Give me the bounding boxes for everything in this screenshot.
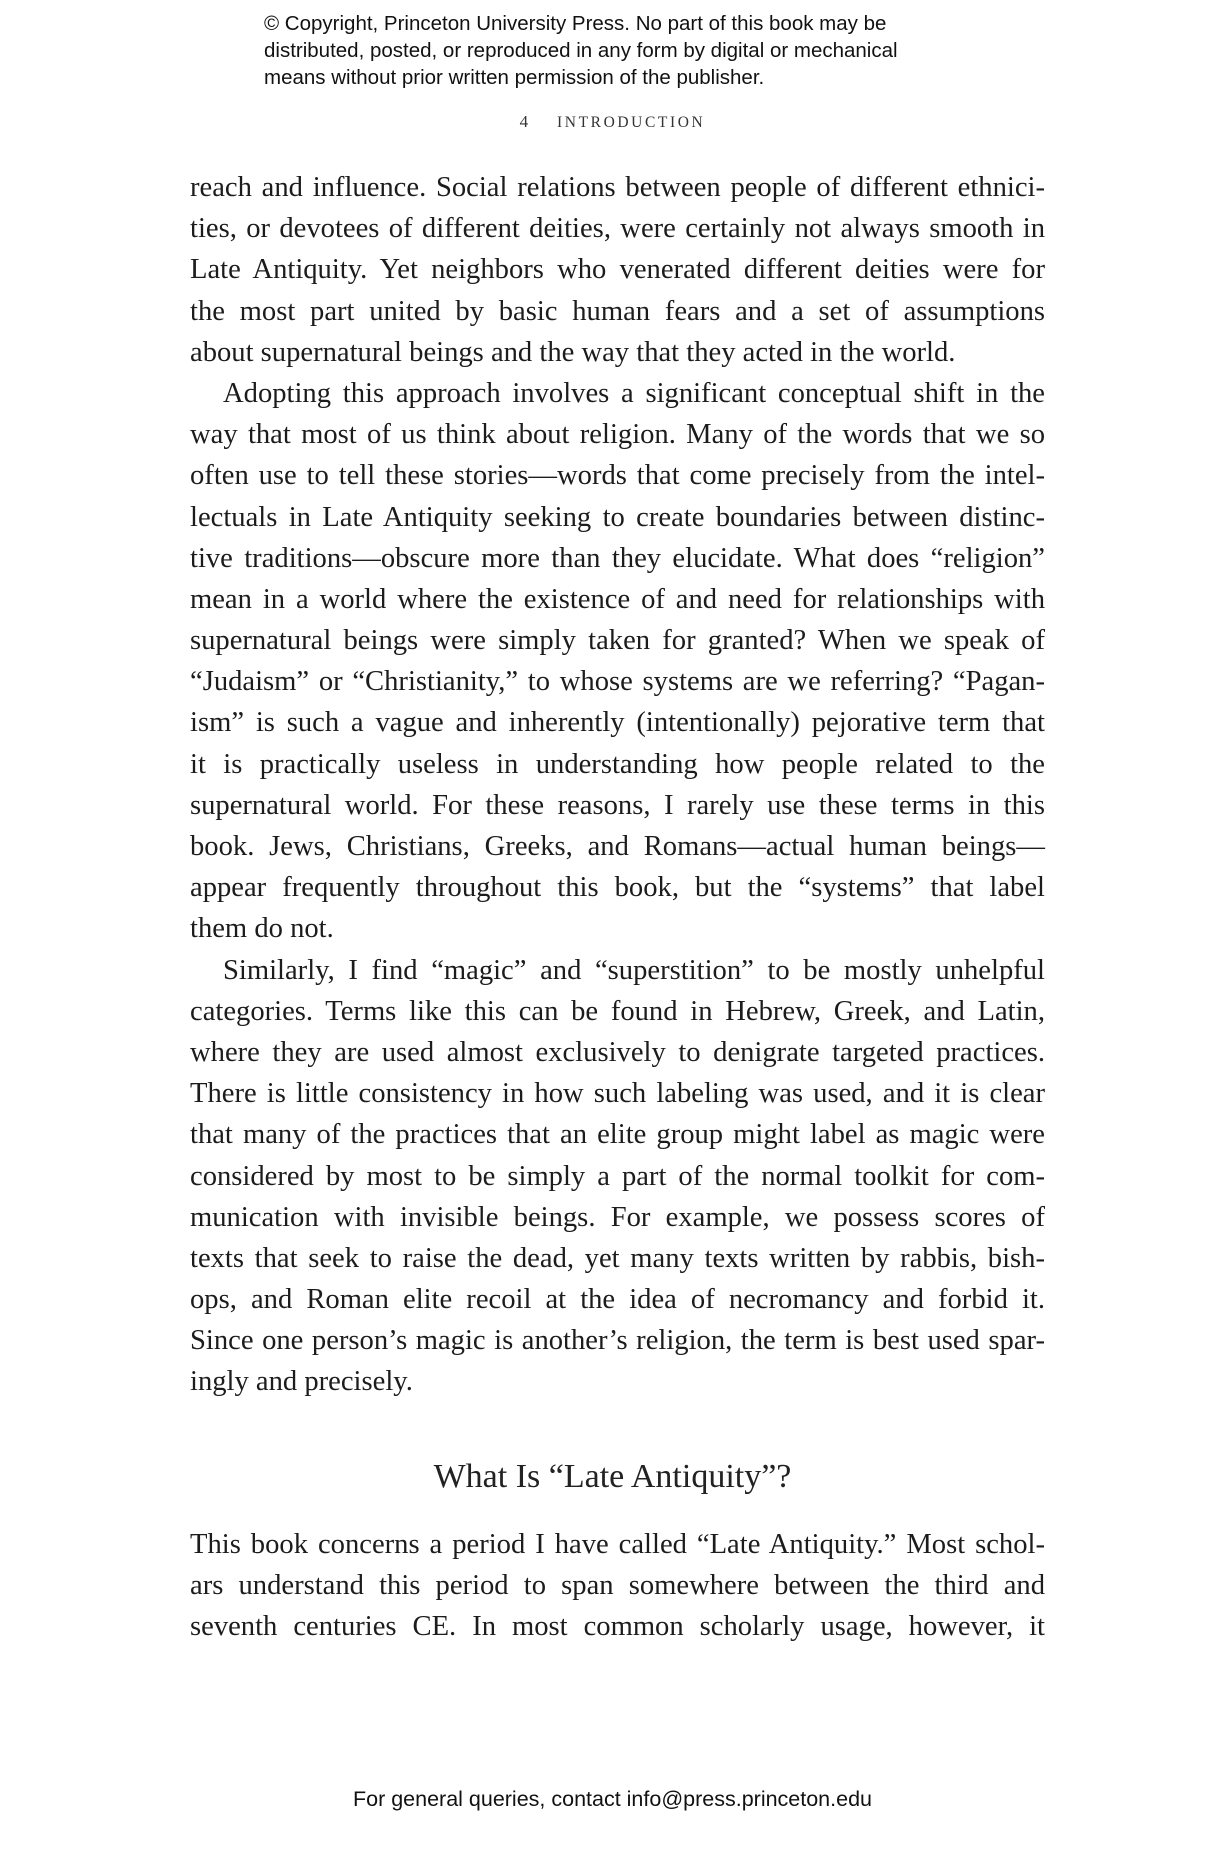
text-line: appear frequently throughout this book, but the “systems” that label (190, 872, 1045, 904)
footer-contact: For general queries, contact info@press.princeton.edu (352, 1787, 872, 1811)
text-line: texts that seek to raise the dead, yet many texts written by rabbis, bish- (190, 1242, 1045, 1274)
body-text (190, 167, 1045, 1403)
text-line: “Judaism” or “Christianity,” to whose systems are we referring? “Pagan- (190, 666, 1045, 698)
text-line: Adopting this approach involves a significant conceptual shift in the (223, 377, 1045, 409)
text-line: Similarly, I find “magic” and “superstition” to be mostly unhelpful (223, 954, 1045, 986)
text-line: ism” is such a vague and inherently (intentionally) pejorative term that (190, 707, 1045, 739)
text-line: that many of the practices that an elite group might label as magic were (190, 1119, 1045, 1151)
text-line: it is practically useless in understanding how people related to the (190, 748, 1045, 780)
text-line: mean in a world where the existence of and need for relationships with (190, 583, 1045, 615)
text-line: considered by most to be simply a part of the normal toolkit for com- (190, 1160, 1045, 1192)
text-line: the most part united by basic human fears and a set of assumptions (190, 295, 1045, 327)
paragraph (190, 373, 1045, 950)
text-line: categories. Terms like this can be found in Hebrew, Greek, and Latin, (190, 995, 1045, 1027)
text-line: ops, and Roman elite recoil at the idea of necromancy and forbid it. (190, 1284, 1045, 1316)
text-line: There is little consistency in how such labeling was used, and it is clear (190, 1078, 1045, 1110)
text-line: ties, or devotees of different deities, were certainly not always smooth in (190, 213, 1045, 245)
text-line: lectuals in Late Antiquity seeking to create boundaries between distinc- (190, 501, 1045, 533)
running-head (0, 112, 1225, 132)
text-line: book. Jews, Christians, Greeks, and Romans—actual human beings— (190, 831, 1045, 862)
text-line: about supernatural beings and the way that they acted in the world. (190, 336, 956, 368)
section-paragraph (190, 1524, 1045, 1648)
text-line: Late Antiquity. Yet neighbors who venerated different deities were for (190, 254, 1045, 286)
text-line: way that most of us think about religion. Many of the words that we so (190, 419, 1045, 451)
text-line: supernatural world. For these reasons, I rarely use these terms in this (190, 789, 1045, 821)
copyright-notice (264, 10, 1024, 91)
text-line: often use to tell these stories—words that come precisely from the intel- (190, 460, 1045, 492)
text-line: Since one person’s magic is another’s religion, the term is best used spar- (190, 1325, 1045, 1357)
paragraph (190, 950, 1045, 1403)
text-line: munication with invisible beings. For example, we possess scores of (190, 1201, 1045, 1233)
text-line: supernatural beings were simply taken for granted? When we speak of (190, 625, 1045, 657)
page-number: 4 (519, 112, 529, 131)
text-line: where they are used almost exclusively to denigrate targeted practices. (190, 1036, 1045, 1068)
copyright-line: © Copyright, Princeton University Press. No part of this book may be (264, 12, 887, 35)
copyright-line: means without prior written permission of the publisher. (264, 66, 765, 89)
paragraph (190, 167, 1045, 373)
text-line: ingly and precisely. (190, 1366, 413, 1398)
section-heading: What Is “Late Antiquity”? (433, 1458, 792, 1495)
text-line: This book concerns a period I have called “Late Antiquity.” Most schol- (190, 1529, 1045, 1560)
text-line: ars understand this period to span somewhere between the third and (190, 1570, 1045, 1602)
text-line: tive traditions—obscure more than they elucidate. What does “religion” (190, 542, 1045, 574)
text-line: them do not. (190, 913, 334, 945)
copyright-line: distributed, posted, or reproduced in any form by digital or mechanical (264, 39, 898, 62)
text-line: seventh centuries CE. In most common scholarly usage, however, it (190, 1611, 1045, 1643)
running-head-section: INTRODUCTION (557, 114, 706, 131)
text-line: reach and influence. Social relations between people of different ethnici- (190, 172, 1045, 203)
